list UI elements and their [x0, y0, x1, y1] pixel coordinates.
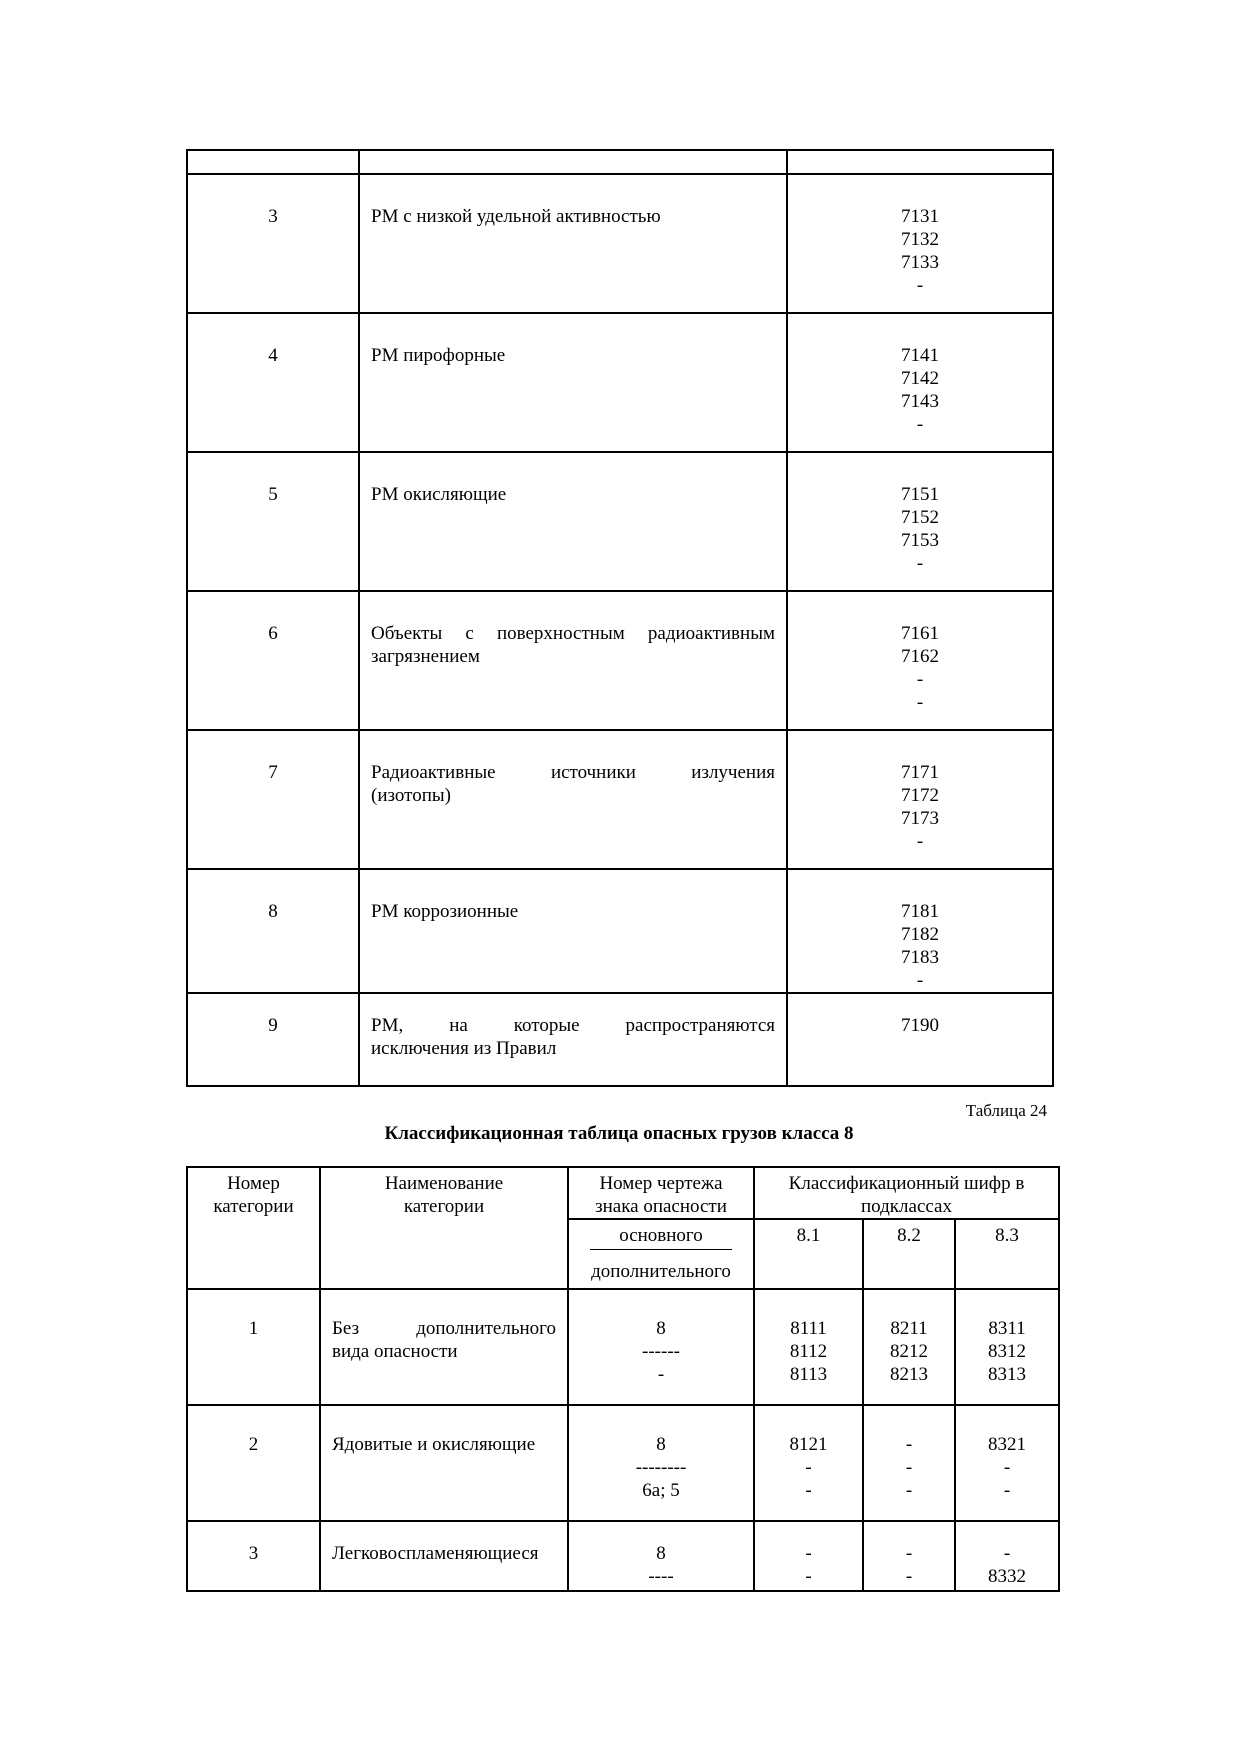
subclass-8-1-codes: 8121 - - — [754, 1405, 863, 1521]
category-codes: 7171 7172 7173 - — [787, 730, 1053, 869]
category-codes: 7161 7162 - - — [787, 591, 1053, 730]
table-row — [187, 1521, 1059, 1591]
category-number: 5 — [187, 452, 359, 591]
table-header-row — [187, 150, 1053, 174]
category-codes: 7181 7182 7183 - — [787, 869, 1053, 993]
subclass-8-2-codes: - - - — [863, 1405, 955, 1521]
subclass-8-2-codes: 8211 8212 8213 — [863, 1289, 955, 1405]
table-row — [187, 869, 1053, 993]
category-name: РМ, на которые распространяются исключения из Правил — [359, 993, 787, 1086]
subclass-8-1-codes: 8111 8112 8113 — [754, 1289, 863, 1405]
table-title: Классификационная таблица опасных грузов класса 8 — [384, 1123, 854, 1144]
table-row — [187, 1405, 1059, 1521]
table-row — [187, 452, 1053, 591]
hazard-sign-numbers: 8 ---- — [568, 1521, 754, 1591]
table-header-cell — [787, 150, 1053, 174]
category-name: Ядовитые и окисляющие — [320, 1405, 568, 1521]
category-name: Радиоактивные источники излучения (изотопы) — [359, 730, 787, 869]
header-main-additional: основного дополнительного — [568, 1219, 754, 1289]
category-codes: 7131 7132 7133 - — [787, 174, 1053, 313]
subclass-8-3-codes: 8321 - - — [955, 1405, 1059, 1521]
category-name: Без дополнительного вида опасности — [320, 1289, 568, 1405]
header-subclass-8-3: 8.3 — [955, 1219, 1059, 1289]
category-number: 1 — [187, 1289, 320, 1405]
header-category-name: Наименование категории — [320, 1167, 568, 1289]
table-header-cell — [359, 150, 787, 174]
hazard-sign-numbers: 8 ------ - — [568, 1289, 754, 1405]
category-number: 6 — [187, 591, 359, 730]
subclass-8-1-codes: - - — [754, 1521, 863, 1591]
header-category-number: Номер категории — [187, 1167, 320, 1289]
table-header-row — [187, 1167, 1059, 1219]
fraction-line — [590, 1249, 732, 1250]
table-header-cell — [187, 150, 359, 174]
category-codes: 7151 7152 7153 - — [787, 452, 1053, 591]
category-number: 3 — [187, 174, 359, 313]
category-name: РМ пирофорные — [359, 313, 787, 452]
category-number: 3 — [187, 1521, 320, 1591]
header-drawing-number: Номер чертежа знака опасности — [568, 1167, 754, 1219]
table-row — [187, 313, 1053, 452]
category-name: РМ окисляющие — [359, 452, 787, 591]
subclass-8-2-codes: - - — [863, 1521, 955, 1591]
table-row — [187, 591, 1053, 730]
subclass-8-3-codes: 8311 8312 8313 — [955, 1289, 1059, 1405]
header-subclass-8-2: 8.2 — [863, 1219, 955, 1289]
table-number-label: Таблица 24 — [965, 1101, 1047, 1120]
table-row — [187, 1289, 1059, 1405]
category-name: Легковоспламеняющиеся — [320, 1521, 568, 1591]
category-codes: 7190 — [787, 993, 1053, 1086]
category-name: РМ с низкой удельной активностью — [359, 174, 787, 313]
subclass-8-3-codes: - 8332 — [955, 1521, 1059, 1591]
header-subclass-8-1: 8.1 — [754, 1219, 863, 1289]
hazard-sign-numbers: 8 -------- 6а; 5 — [568, 1405, 754, 1521]
category-name: РМ коррозионные — [359, 869, 787, 993]
table-row — [187, 174, 1053, 313]
header-classification-cipher: Классификационный шифр в подклассах — [754, 1167, 1059, 1219]
category-number: 9 — [187, 993, 359, 1086]
category-number: 8 — [187, 869, 359, 993]
category-number: 4 — [187, 313, 359, 452]
radioactive-materials-table — [186, 149, 1054, 1087]
class8-classification-table — [186, 1166, 1060, 1592]
category-number: 7 — [187, 730, 359, 869]
table-row — [187, 730, 1053, 869]
category-codes: 7141 7142 7143 - — [787, 313, 1053, 452]
category-name: Объекты с поверхностным радиоактивным загрязнением — [359, 591, 787, 730]
table-row — [187, 993, 1053, 1086]
category-number: 2 — [187, 1405, 320, 1521]
